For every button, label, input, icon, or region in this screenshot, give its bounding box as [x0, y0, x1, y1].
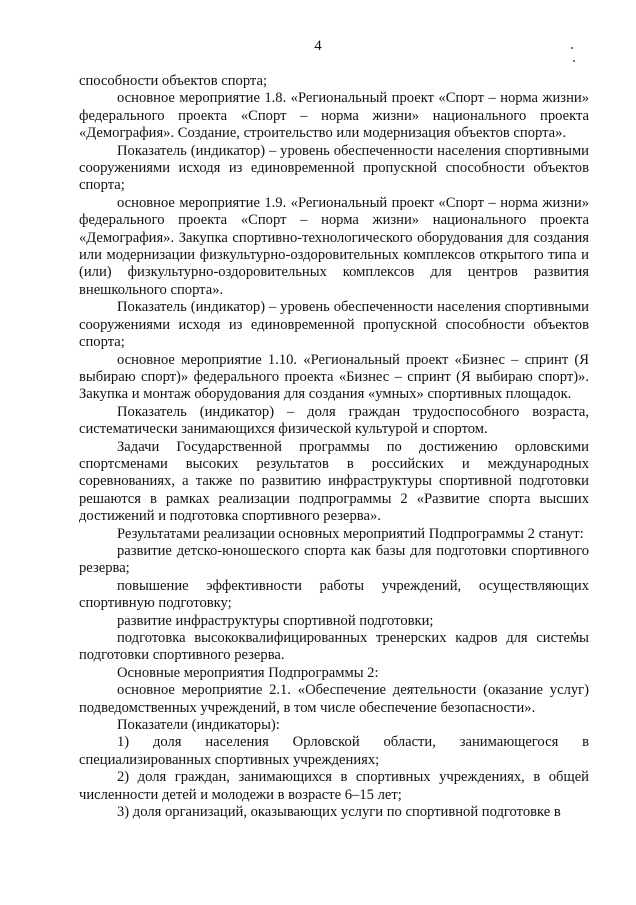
paragraph: 1) доля населения Орловской области, занимающегося в специализированных спортивных учреждениях; [79, 734, 589, 768]
paragraph: способности объектов спорта; [79, 73, 268, 89]
paragraph: основное мероприятие 2.1. «Обеспечение деятельности (оказание услуг) подведомственных учреждений, в том числе обеспечение безопасности». [79, 682, 589, 716]
paragraph: Задачи Государственной программы по достижению орловскими спортсменами высоких результатов в российских и международных соревнованиях, а также по развитию инфраструктуры спортивной подготовки решаются в рамках реализации подпрограммы 2 «Развитие спорта высших достижений и подготовка спортивного резерва». [79, 438, 589, 525]
paragraph: Результатами реализации основных мероприятий Подпрограммы 2 станут: [117, 525, 584, 542]
paragraph: Показатель (индикатор) – уровень обеспеченности населения спортивными сооружениями исходя из единовременной пропускной способности объектов спорта; [79, 142, 589, 194]
paragraph: Показатель (индикатор) – доля граждан трудоспособного возраста, систематически занимающихся физической культурой и спортом. [79, 403, 589, 438]
paragraph: Основные мероприятия Подпрограммы 2: [117, 664, 379, 681]
paragraph: развитие инфраструктуры спортивной подготовки; [117, 612, 434, 629]
paragraph: основное мероприятие 1.9. «Региональный проект «Спорт – норма жизни» федерального проекта «Спорт – норма жизни» национального проекта «Демография». Закупка спортивно-технологического оборудования для создания или модернизации физкультурно-оздоровительных комплексов открытого типа и (или) физкультурно-оздоровительных комплексов для центров развития внешкольного спорта». [79, 194, 589, 298]
paragraph: Показатель (индикатор) – уровень обеспеченности населения спортивными сооружениями исходя из единовременной пропускной способности объектов спорта; [79, 299, 589, 351]
page-number: 4 [314, 38, 322, 54]
paragraph: основное мероприятие 1.8. «Региональный проект «Спорт – норма жизни» федерального проекта «Спорт – норма жизни» национального проекта «Демография». Создание, строительство или модернизация объектов спорта». [79, 90, 589, 142]
paragraph: основное мероприятие 1.10. «Региональный проект «Бизнес – спринт (Я выбираю спорт)» федерального проекта «Бизнес – спринт (Я выбираю спорт)». Закупка и монтаж оборудования для создания «умных» спортивных площадок. [79, 351, 589, 403]
paragraph: повышение эффективности работы учреждений, осуществляющих спортивную подготовку; [79, 577, 589, 612]
paragraph: 3) доля организаций, оказывающих услуги по спортивной подготовке в [117, 804, 561, 821]
paragraph: развитие детско-юношеского спорта как базы для подготовки спортивного резерва; [79, 542, 589, 577]
scan-speck [573, 60, 575, 62]
paragraph: Показатели (индикаторы): [117, 717, 280, 734]
document-body [79, 73, 589, 821]
paragraph: подготовка высококвалифицированных тренерских кадров для системы подготовки спортивного резерва. [79, 630, 589, 664]
scan-speck [571, 47, 573, 49]
paragraph: 2) доля граждан, занимающихся в спортивных учреждениях, в общей численности детей и молодежи в возрасте 6–15 лет; [79, 769, 589, 803]
